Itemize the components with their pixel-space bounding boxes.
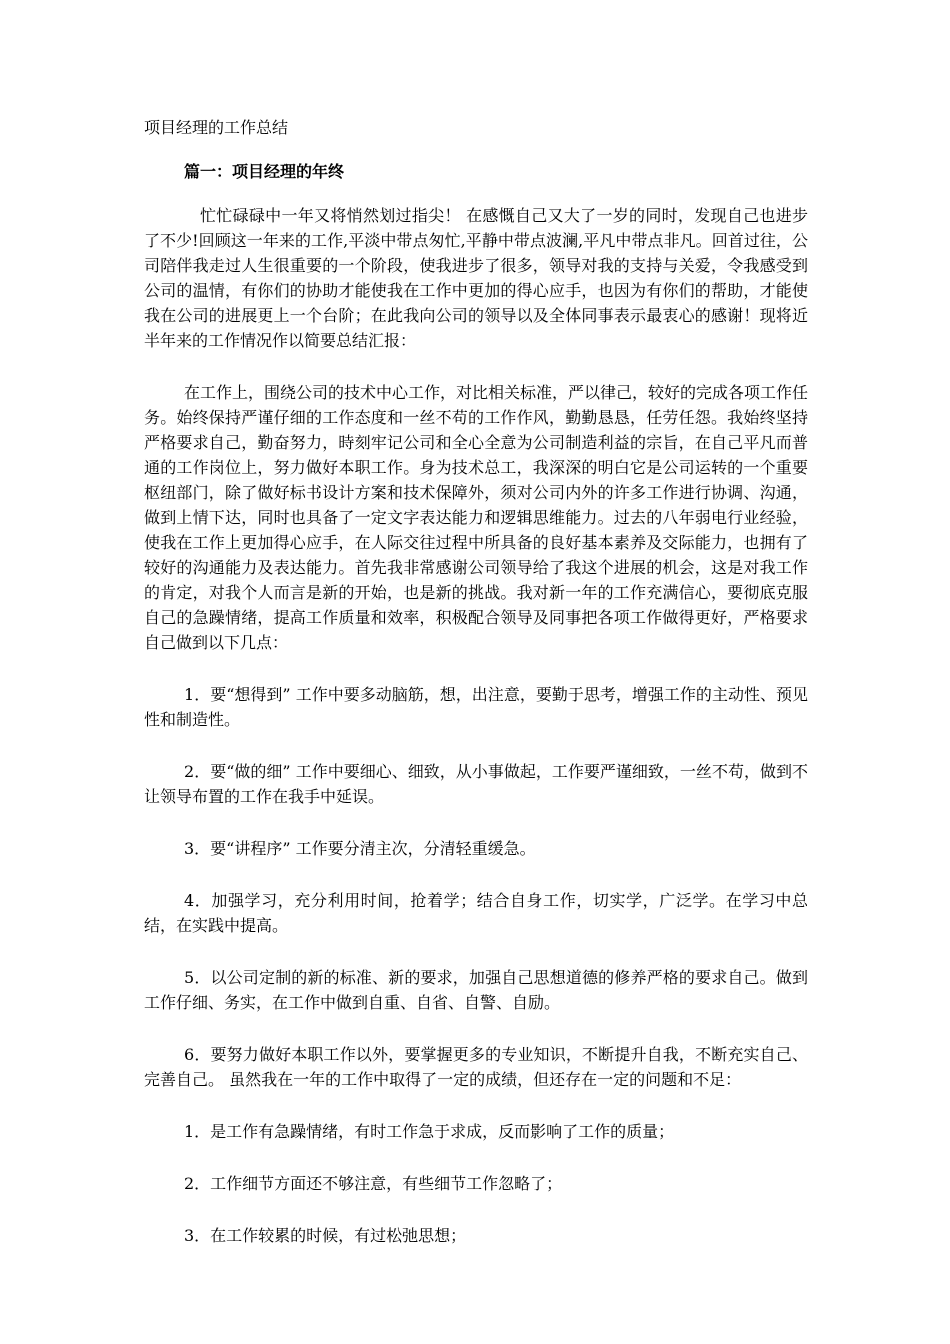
section-heading: 篇一：项目经理的年终 <box>184 162 345 181</box>
paragraph-point-6: 6．要努力做好本职工作以外，要掌握更多的专业知识，不断提升自我，不断充实自己、完善自己。 虽然我在一年的工作中取得了一定的成绩，但还存在一定的问题和不足： <box>144 1045 808 1089</box>
paragraph-point-4: 4．加强学习，充分利用时间，抢着学；结合自身工作，切实学，广泛学。在学习中总结，在实践中提高。 <box>144 891 808 935</box>
document-title: 项目经理的工作总结 <box>144 118 289 137</box>
paragraph-intro: 忙忙碌碌中一年又将悄然划过指尖！ 在感慨自己又大了一岁的同时，发现自己也进步了不少!回顾这一年来的工作,平淡中带点匆忙,平静中带点波澜,平凡中带点非凡。回首过往，公司陪伴我走过人生很重要的一个阶段，使我进步了很多，领导对我的支持与关爱，令我感受到公司的温情，有你们的协助才能使我在工作中更加的得心应手，也因为有你们的帮助，才能使我在公司的进展更上一个台阶；在此我向公司的领导以及全体同事表示最衷心的感谢！现将近半年来的工作情况作以简要总结汇报： <box>144 206 808 350</box>
document-body <box>144 203 808 1275</box>
paragraph-point-5: 5．以公司定制的新的标准、新的要求，加强自己思想道德的修养严格的要求自己。做到工作仔细、务实，在工作中做到自重、自省、自警、自励。 <box>144 968 808 1012</box>
paragraph-issue-2: 2．工作细节方面还不够注意，有些细节工作忽略了； <box>184 1174 563 1193</box>
paragraph-issue-3: 3．在工作较累的时候，有过松弛思想； <box>184 1226 467 1245</box>
paragraph-point-3: 3．要“讲程序” 工作要分清主次，分清轻重缓急。 <box>184 839 536 858</box>
paragraph-point-2: 2．要“做的细” 工作中要细心、细致，从小事做起，工作要严谨细致，一丝不苟，做到不让领导布置的工作在我手中延误。 <box>144 762 808 806</box>
paragraph-work: 在工作上，围绕公司的技术中心工作，对比相关标准，严以律己，较好的完成各项工作任务。始终保持严谨仔细的工作态度和一丝不苟的工作作风，勤勤恳恳，任劳任怨。我始终坚持严格要求自己，勤奋努力，時刻牢记公司和全心全意为公司制造利益的宗旨，在自己平凡而普通的工作岗位上，努力做好本职工作。身为技术总工，我深深的明白它是公司运转的一个重要枢纽部门，除了做好标书设计方案和技术保障外，须对公司内外的许多工作进行协调、沟通，做到上情下达，同时也具备了一定文字表达能力和逻辑思维能力。过去的八年弱电行业经验，使我在工作上更加得心应手，在人际交往过程中所具备的良好基本素养及交际能力，也拥有了较好的沟通能力及表达能力。首先我非常感谢公司领导给了我这个进展的机会，这是对我工作的肯定，对我个人而言是新的开始，也是新的挑战。我对新一年的工作充满信心，要彻底克服自己的急躁情绪，提高工作质量和效率，积极配合领导及同事把各项工作做得更好，严格要求自己做到以下几点： <box>144 383 809 652</box>
paragraph-point-1: 1．要“想得到” 工作中要多动脑筋，想，出注意，要勤于思考，增强工作的主动性、预见性和制造性。 <box>144 685 808 729</box>
paragraph-issue-1: 1．是工作有急躁情绪，有时工作急于求成，反而影响了工作的质量； <box>184 1122 675 1141</box>
